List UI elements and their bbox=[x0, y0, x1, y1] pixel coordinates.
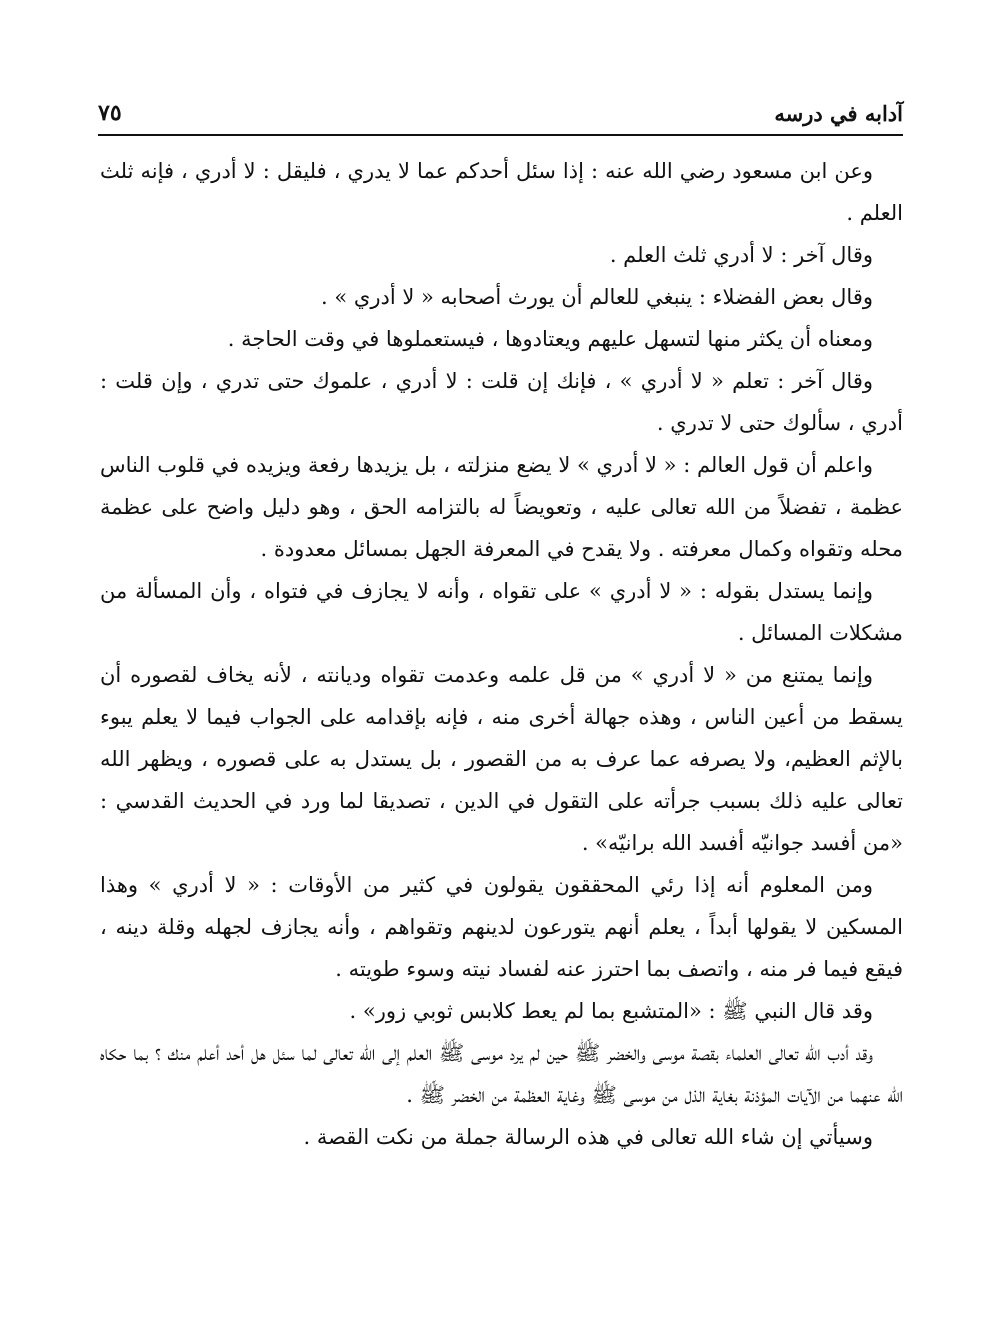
body-text bbox=[100, 150, 903, 1158]
paragraph: ومعناه أن يكثر منها لتسهل عليهم ويعتادوها ، فيستعملوها في وقت الحاجة . bbox=[227, 327, 873, 351]
paragraph: وعن ابن مسعود رضي الله عنه : إذا سئل أحدكم عما لا يدري ، فليقل : لا أدري ، فإنه ثلث العلم . bbox=[100, 159, 903, 225]
paragraph: وسيأتي إن شاء الله تعالى في هذه الرسالة جملة من نكت القصة . bbox=[303, 1125, 873, 1149]
page-header bbox=[98, 90, 903, 136]
paragraph: وإنما يستدل بقوله : « لا أدري » على تقواه ، وأنه لا يجازف في فتواه ، وأن المسألة من مشكلات المسائل . bbox=[100, 579, 903, 645]
paragraph: وقال آخر : تعلم « لا أدري » ، فإنك إن قلت : لا أدري ، علموك حتى تدري ، وإن قلت : أدري ، سألوك حتى لا تدري . bbox=[100, 369, 903, 435]
paragraph: وقد أدب الله تعالى العلماء بقصة موسى والخضر ﷺ حين لم يرد موسى ﷺ العلم إلى الله تعالى لما سئل هل أحد أعلم منك ؟ بما حكاه الله عنهما من الآيات المؤذنة بغاية الذل من موسى ﷺ وغاية العظمة من الخضر ﷺ . bbox=[100, 1041, 903, 1107]
paragraph: وقال بعض الفضلاء : ينبغي للعالم أن يورث أصحابه « لا أدري » . bbox=[321, 285, 873, 309]
paragraph: ومن المعلوم أنه إذا رئي المحققون يقولون في كثير من الأوقات : « لا أدري » وهذا المسكين لا يقولها أبداً ، يعلم أنهم يتورعون لدينهم وتقواهم ، وأنه يجازف لجهله وقلة دينه ، فيقع فيما فر منه ، واتصف بما احترز عنه لفساد نيته وسوء طويته . bbox=[100, 873, 903, 981]
paragraph: وقد قال النبي ﷺ : «المتشبع بما لم يعط كلابس ثوبي زور» . bbox=[349, 999, 873, 1023]
running-title: آدابه في درسه bbox=[774, 101, 903, 126]
paragraph: وإنما يمتنع من « لا أدري » من قل علمه وعدمت تقواه وديانته ، لأنه يخاف لقصوره أن يسقط من أعين الناس ، وهذه جهالة أخرى منه ، فإنه بإقدامه على الجواب فيما لا يعلم يبوء بالإثم العظيم، ولا يصرفه عما عرف به من القصور ، بل يستدل به على قصوره ، ويظهر الله تعالى عليه ذلك بسبب جرأته على التقول في الدين ، تصديقا لما ورد في الحديث القدسي : «من أفسد جوانيّه أفسد الله برانيّه» . bbox=[100, 663, 903, 855]
page-number: ٧٥ bbox=[98, 100, 122, 126]
paragraph: وقال آخر : لا أدري ثلث العلم . bbox=[609, 243, 873, 267]
paragraph: واعلم أن قول العالم : « لا أدري » لا يضع منزلته ، بل يزيدها رفعة ويزيده في قلوب الناس عظمة ، تفضلاً من الله تعالى عليه ، وتعويضاً له بالتزامه الحق ، وهو دليل واضح على عظمة محله وتقواه وكمال معرفته . ولا يقدح في المعرفة الجهل بمسائل معدودة . bbox=[100, 453, 903, 561]
